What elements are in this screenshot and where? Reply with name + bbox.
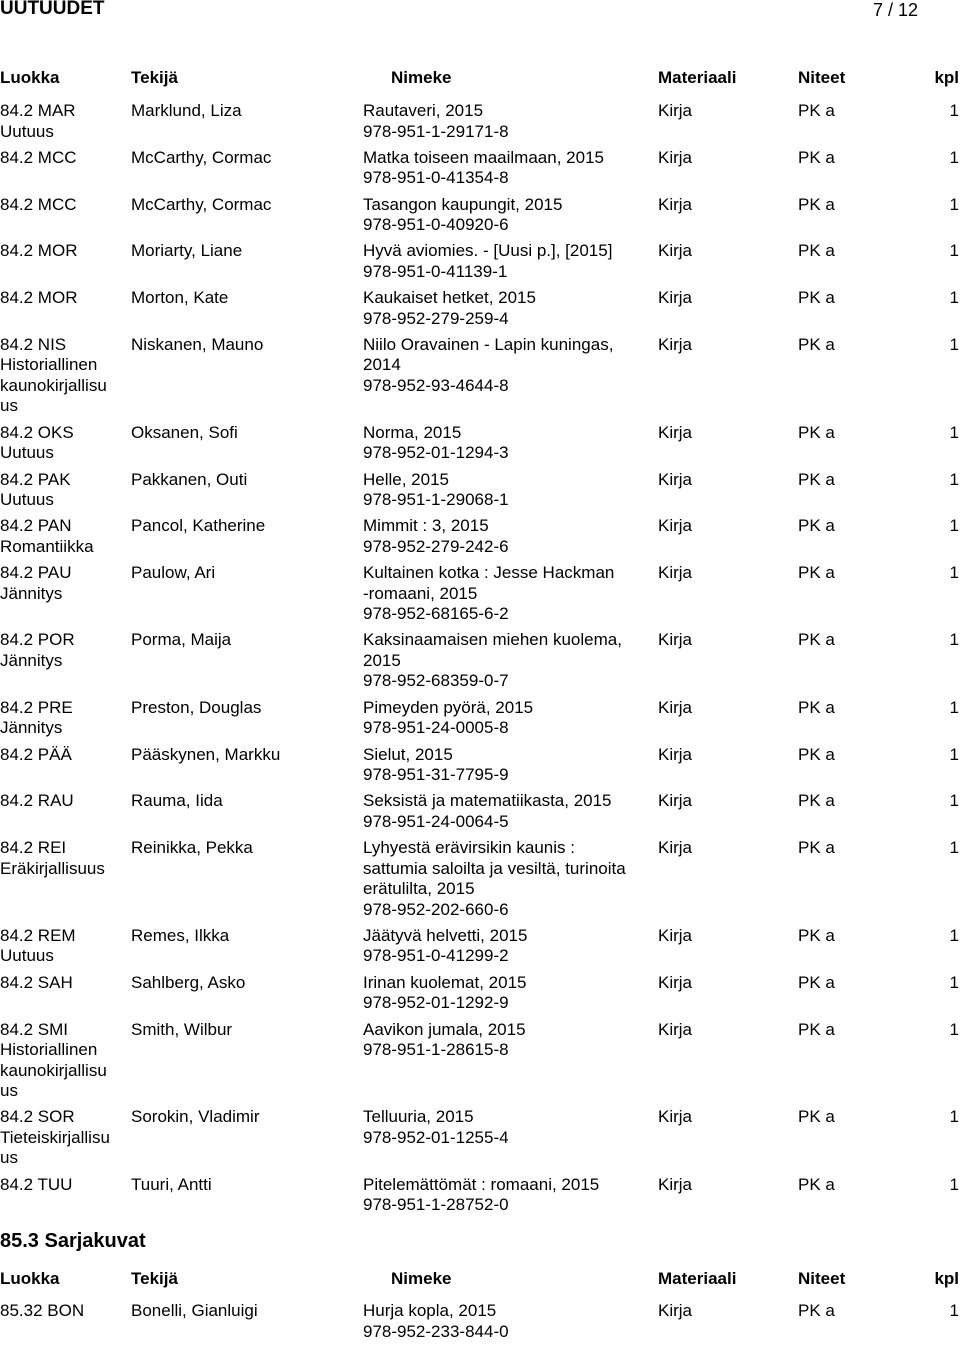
copies-location-cell: PK a bbox=[798, 630, 835, 650]
page-header bbox=[0, 0, 960, 24]
classification-line: 84.2 MOR bbox=[0, 288, 78, 308]
classification-line: Historiallinen bbox=[0, 1040, 98, 1060]
count-cell: 1 bbox=[949, 838, 959, 858]
title-line: Pitelemättömät : romaani, 2015 bbox=[363, 1174, 600, 1194]
title-line: Telluuria, 2015 bbox=[363, 1107, 474, 1127]
classification-line: Jännitys bbox=[0, 718, 63, 738]
material-cell: Kirja bbox=[658, 194, 693, 214]
copies-location-cell: PK a bbox=[798, 241, 835, 261]
table-row bbox=[0, 973, 960, 1014]
author-cell: Preston, Douglas bbox=[131, 697, 262, 717]
classification-cell bbox=[0, 745, 125, 766]
title-line: 978-951-0-41354-8 bbox=[363, 168, 509, 188]
title-line: 978-951-0-41139-1 bbox=[363, 261, 508, 281]
title-line: 978-951-24-0064-5 bbox=[363, 811, 509, 831]
col-niteet: Niteet bbox=[798, 68, 846, 87]
author-cell: Pancol, Katherine bbox=[131, 516, 266, 536]
author-cell: Sorokin, Vladimir bbox=[131, 1107, 260, 1127]
title-line: Sielut, 2015 bbox=[363, 744, 453, 764]
copies-location-cell: PK a bbox=[798, 422, 835, 442]
classification-line: 84.2 REI bbox=[0, 838, 67, 858]
title-line: 978-952-01-1294-3 bbox=[363, 443, 509, 463]
title-line: Jäätyvä helvetti, 2015 bbox=[363, 925, 528, 945]
classification-line: 84.2 SOR bbox=[0, 1107, 75, 1127]
title-cell bbox=[363, 101, 653, 142]
title-line: 978-952-202-660-6 bbox=[363, 899, 509, 919]
author-cell: Bonelli, Gianluigi bbox=[131, 1301, 258, 1320]
classification-line: Uutuus bbox=[0, 121, 54, 141]
title-line: 978-952-68359-0-7 bbox=[363, 671, 509, 691]
material-cell: Kirja bbox=[658, 630, 693, 650]
material-cell: Kirja bbox=[658, 1107, 693, 1127]
copies-location-cell: PK a bbox=[798, 1019, 835, 1039]
title-line: Matka toiseen maailmaan, 2015 bbox=[363, 147, 604, 167]
classification-line: 84.2 PAU bbox=[0, 563, 72, 583]
title-line: 978-951-1-29171-8 bbox=[363, 121, 509, 141]
author-cell: Reinikka, Pekka bbox=[131, 838, 253, 858]
table-row bbox=[0, 335, 960, 417]
title-line: Irinan kuolemat, 2015 bbox=[363, 972, 527, 992]
col-niteet: Niteet bbox=[798, 1269, 846, 1288]
material-cell: Kirja bbox=[658, 469, 693, 489]
classification-cell bbox=[0, 195, 125, 216]
copies-location-cell: PK a bbox=[798, 697, 835, 717]
count-cell: 1 bbox=[949, 334, 959, 354]
title-cell bbox=[363, 470, 653, 511]
classification-line: 84.2 MCC bbox=[0, 194, 77, 214]
classification-cell bbox=[0, 241, 125, 262]
count-cell: 1 bbox=[949, 1019, 959, 1039]
title-line: 2014 bbox=[363, 355, 401, 375]
title-line: 978-952-01-1255-4 bbox=[363, 1127, 509, 1147]
title-line: 978-951-31-7795-9 bbox=[363, 765, 509, 785]
classification-line: 84.2 RAU bbox=[0, 791, 74, 811]
title-line: Tasangon kaupungit, 2015 bbox=[363, 194, 563, 214]
count-cell: 1 bbox=[949, 194, 959, 214]
title-line: 978-952-01-1292-9 bbox=[363, 993, 509, 1013]
table-row bbox=[0, 423, 960, 464]
table-row bbox=[0, 838, 960, 920]
title-line: 978-951-1-28752-0 bbox=[363, 1195, 509, 1215]
author-cell: Pääskynen, Markku bbox=[131, 744, 281, 764]
title-line: sattumia saloilta ja vesiltä, turinoita bbox=[363, 858, 626, 878]
classification-cell bbox=[0, 838, 125, 879]
title-line: 978-952-233-844-0 bbox=[363, 1321, 509, 1341]
copies-location-cell: PK a bbox=[798, 791, 835, 811]
count-cell: 1 bbox=[949, 241, 959, 261]
count-cell: 1 bbox=[949, 972, 959, 992]
classification-cell bbox=[0, 1020, 125, 1102]
classification-cell bbox=[0, 470, 125, 511]
material-cell: Kirja bbox=[658, 925, 693, 945]
author-cell: Rauma, Iida bbox=[131, 791, 223, 811]
material-cell: Kirja bbox=[658, 972, 693, 992]
table-row bbox=[0, 1175, 960, 1216]
title-line: -romaani, 2015 bbox=[363, 583, 478, 603]
material-cell: Kirja bbox=[658, 697, 693, 717]
classification-line: Jännitys bbox=[0, 650, 63, 670]
copies-location-cell: PK a bbox=[798, 1107, 835, 1127]
count-cell: 1 bbox=[949, 101, 959, 120]
count-cell: 1 bbox=[949, 469, 959, 489]
count-cell: 1 bbox=[949, 744, 959, 764]
title-cell bbox=[363, 1301, 653, 1342]
title-line: 978-951-1-29068-1 bbox=[363, 490, 509, 510]
classification-cell bbox=[0, 1301, 125, 1322]
table-row bbox=[0, 1020, 960, 1102]
classification-line: Historiallinen bbox=[0, 355, 98, 375]
table-row bbox=[0, 926, 960, 967]
count-cell: 1 bbox=[949, 1174, 959, 1194]
title-line: 978-951-0-40920-6 bbox=[363, 215, 509, 235]
title-cell bbox=[363, 1107, 653, 1148]
copies-location-cell: PK a bbox=[798, 563, 835, 583]
title-line: 2015 bbox=[363, 650, 401, 670]
classification-line: Tieteiskirjallisu bbox=[0, 1127, 110, 1147]
document-title: UUTUUDET bbox=[0, 0, 105, 19]
copies-location-cell: PK a bbox=[798, 334, 835, 354]
count-cell: 1 bbox=[949, 422, 959, 442]
material-cell: Kirja bbox=[658, 1019, 693, 1039]
classification-line: 84.2 OKS bbox=[0, 422, 74, 442]
title-line: Kaukaiset hetket, 2015 bbox=[363, 288, 536, 308]
col-luokka: Luokka bbox=[0, 68, 60, 87]
section-title: 85.3 Sarjakuvat bbox=[0, 1230, 146, 1252]
title-cell bbox=[363, 335, 653, 397]
classification-line: Uutuus bbox=[0, 443, 54, 463]
copies-location-cell: PK a bbox=[798, 147, 835, 167]
classification-line: 84.2 MAR bbox=[0, 101, 76, 120]
count-cell: 1 bbox=[949, 516, 959, 536]
material-cell: Kirja bbox=[658, 1301, 693, 1320]
classification-line: 84.2 MOR bbox=[0, 241, 78, 261]
table-row bbox=[0, 470, 960, 511]
column-header-row bbox=[0, 68, 960, 90]
table-row bbox=[0, 148, 960, 189]
material-cell: Kirja bbox=[658, 288, 693, 308]
title-cell bbox=[363, 1020, 653, 1061]
title-line: Kultainen kotka : Jesse Hackman bbox=[363, 563, 615, 583]
material-cell: Kirja bbox=[658, 334, 693, 354]
classification-cell bbox=[0, 148, 125, 169]
title-line: 978-951-1-28615-8 bbox=[363, 1040, 509, 1060]
table-row bbox=[0, 241, 960, 282]
classification-line: Romantiikka bbox=[0, 536, 94, 556]
author-cell: Paulow, Ari bbox=[131, 563, 216, 583]
catalog-list bbox=[0, 101, 960, 1221]
material-cell: Kirja bbox=[658, 101, 693, 120]
title-line: Seksistä ja matematiikasta, 2015 bbox=[363, 791, 612, 811]
author-cell: Porma, Maija bbox=[131, 630, 232, 650]
title-line: Lyhyestä erävirsikin kaunis : bbox=[363, 838, 575, 858]
author-cell: McCarthy, Cormac bbox=[131, 194, 272, 214]
copies-location-cell: PK a bbox=[798, 516, 835, 536]
title-cell bbox=[363, 288, 653, 329]
col-nimeke: Nimeke bbox=[391, 68, 452, 87]
classification-line: 84.2 TUU bbox=[0, 1174, 73, 1194]
material-cell: Kirja bbox=[658, 744, 693, 764]
title-line: 978-951-24-0005-8 bbox=[363, 718, 509, 738]
count-cell: 1 bbox=[949, 925, 959, 945]
material-cell: Kirja bbox=[658, 563, 693, 583]
title-cell bbox=[363, 791, 653, 832]
title-cell bbox=[363, 926, 653, 967]
author-cell: Tuuri, Antti bbox=[131, 1174, 212, 1194]
title-line: Rautaveri, 2015 bbox=[363, 101, 484, 120]
author-cell: Moriarty, Liane bbox=[131, 241, 243, 261]
title-line: 978-952-279-242-6 bbox=[363, 536, 509, 556]
classification-line: 84.2 MCC bbox=[0, 147, 77, 167]
copies-location-cell: PK a bbox=[798, 194, 835, 214]
table-row bbox=[0, 791, 960, 832]
copies-location-cell: PK a bbox=[798, 972, 835, 992]
table-row bbox=[0, 1301, 960, 1342]
table-row bbox=[0, 563, 960, 625]
table-row bbox=[0, 516, 960, 557]
title-cell bbox=[363, 838, 653, 920]
col-tekija: Tekijä bbox=[131, 68, 178, 87]
col-materiaali: Materiaali bbox=[658, 68, 737, 87]
classification-cell bbox=[0, 288, 125, 309]
title-line: 978-952-68165-6-2 bbox=[363, 604, 509, 624]
title-line: Pimeyden pyörä, 2015 bbox=[363, 697, 534, 717]
classification-line: 84.2 NIS bbox=[0, 334, 67, 354]
count-cell: 1 bbox=[949, 791, 959, 811]
classification-line: kaunokirjallisu bbox=[0, 1060, 107, 1080]
count-cell: 1 bbox=[949, 630, 959, 650]
classification-cell bbox=[0, 516, 125, 557]
count-cell: 1 bbox=[949, 1107, 959, 1127]
table-row bbox=[0, 630, 960, 692]
classification-line: 84.2 PRE bbox=[0, 697, 73, 717]
classification-line: Uutuus bbox=[0, 946, 54, 966]
title-line: Niilo Oravainen - Lapin kuningas, bbox=[363, 334, 614, 354]
title-cell bbox=[363, 698, 653, 739]
classification-line: Jännitys bbox=[0, 583, 63, 603]
title-line: Hurja kopla, 2015 bbox=[363, 1301, 497, 1320]
classification-line: 84.2 PAK bbox=[0, 469, 71, 489]
classification-cell bbox=[0, 101, 125, 142]
table-row bbox=[0, 288, 960, 329]
copies-location-cell: PK a bbox=[798, 288, 835, 308]
classification-cell bbox=[0, 1175, 125, 1196]
count-cell: 1 bbox=[949, 563, 959, 583]
title-cell bbox=[363, 973, 653, 1014]
title-cell bbox=[363, 630, 653, 692]
classification-line: us bbox=[0, 1081, 18, 1101]
title-line: 978-952-279-259-4 bbox=[363, 308, 509, 328]
classification-cell bbox=[0, 791, 125, 812]
title-cell bbox=[363, 423, 653, 464]
classification-cell bbox=[0, 335, 125, 417]
count-cell: 1 bbox=[949, 697, 959, 717]
copies-location-cell: PK a bbox=[798, 838, 835, 858]
col-luokka: Luokka bbox=[0, 1269, 60, 1288]
material-cell: Kirja bbox=[658, 422, 693, 442]
material-cell: Kirja bbox=[658, 516, 693, 536]
count-cell: 1 bbox=[949, 147, 959, 167]
classification-line: us bbox=[0, 396, 18, 416]
classification-line: 85.32 BON bbox=[0, 1301, 85, 1320]
col-materiaali: Materiaali bbox=[658, 1269, 737, 1288]
material-cell: Kirja bbox=[658, 147, 693, 167]
classification-line: 84.2 PÄÄ bbox=[0, 744, 72, 764]
title-line: erätulilta, 2015 bbox=[363, 879, 475, 899]
classification-cell bbox=[0, 423, 125, 464]
classification-line: 84.2 SMI bbox=[0, 1019, 69, 1039]
author-cell: Smith, Wilbur bbox=[131, 1019, 233, 1039]
copies-location-cell: PK a bbox=[798, 744, 835, 764]
page-number: 7 / 12 bbox=[872, 0, 918, 20]
title-line: Mimmit : 3, 2015 bbox=[363, 516, 489, 536]
col-kpl: kpl bbox=[934, 1269, 959, 1288]
author-cell: Remes, Ilkka bbox=[131, 925, 230, 945]
author-cell: Marklund, Liza bbox=[131, 101, 242, 120]
classification-line: 84.2 PAN bbox=[0, 516, 72, 536]
copies-location-cell: PK a bbox=[798, 925, 835, 945]
copies-location-cell: PK a bbox=[798, 1301, 835, 1320]
author-cell: McCarthy, Cormac bbox=[131, 147, 272, 167]
copies-location-cell: PK a bbox=[798, 469, 835, 489]
classification-line: Eräkirjallisuus bbox=[0, 858, 105, 878]
title-line: Norma, 2015 bbox=[363, 422, 462, 442]
title-cell bbox=[363, 241, 653, 282]
title-line: Helle, 2015 bbox=[363, 469, 450, 489]
title-cell bbox=[363, 563, 653, 625]
author-cell: Sahlberg, Asko bbox=[131, 972, 246, 992]
count-cell: 1 bbox=[949, 1301, 959, 1320]
classification-cell bbox=[0, 698, 125, 739]
title-cell bbox=[363, 516, 653, 557]
material-cell: Kirja bbox=[658, 838, 693, 858]
classification-cell bbox=[0, 630, 125, 671]
copies-location-cell: PK a bbox=[798, 1174, 835, 1194]
table-row bbox=[0, 745, 960, 786]
material-cell: Kirja bbox=[658, 1174, 693, 1194]
title-line: Hyvä aviomies. - [Uusi p.], [2015] bbox=[363, 241, 613, 261]
col-nimeke: Nimeke bbox=[391, 1269, 452, 1288]
title-cell bbox=[363, 195, 653, 236]
count-cell: 1 bbox=[949, 288, 959, 308]
title-cell bbox=[363, 745, 653, 786]
author-cell: Oksanen, Sofi bbox=[131, 422, 238, 442]
author-cell: Pakkanen, Outi bbox=[131, 469, 248, 489]
col-kpl: kpl bbox=[934, 68, 959, 87]
material-cell: Kirja bbox=[658, 791, 693, 811]
classification-cell bbox=[0, 563, 125, 604]
column-header-row-2 bbox=[0, 1269, 960, 1291]
classification-cell bbox=[0, 1107, 125, 1169]
classification-line: 84.2 SAH bbox=[0, 972, 73, 992]
title-cell bbox=[363, 1175, 653, 1216]
classification-line: 84.2 REM bbox=[0, 925, 76, 945]
material-cell: Kirja bbox=[658, 241, 693, 261]
classification-line: kaunokirjallisu bbox=[0, 375, 107, 395]
title-line: Kaksinaamaisen miehen kuolema, bbox=[363, 630, 622, 650]
classification-cell bbox=[0, 926, 125, 967]
author-cell: Morton, Kate bbox=[131, 288, 229, 308]
classification-line: Uutuus bbox=[0, 490, 54, 510]
classification-line: us bbox=[0, 1148, 18, 1168]
table-row bbox=[0, 195, 960, 236]
title-line: Aavikon jumala, 2015 bbox=[363, 1019, 526, 1039]
col-tekija: Tekijä bbox=[131, 1269, 178, 1288]
copies-location-cell: PK a bbox=[798, 101, 835, 120]
title-cell bbox=[363, 148, 653, 189]
classification-cell bbox=[0, 973, 125, 994]
table-row bbox=[0, 101, 960, 142]
table-row bbox=[0, 698, 960, 739]
author-cell: Niskanen, Mauno bbox=[131, 334, 264, 354]
table-row bbox=[0, 1107, 960, 1169]
classification-line: 84.2 POR bbox=[0, 630, 75, 650]
title-line: 978-952-93-4644-8 bbox=[363, 375, 509, 395]
title-line: 978-951-0-41299-2 bbox=[363, 946, 509, 966]
